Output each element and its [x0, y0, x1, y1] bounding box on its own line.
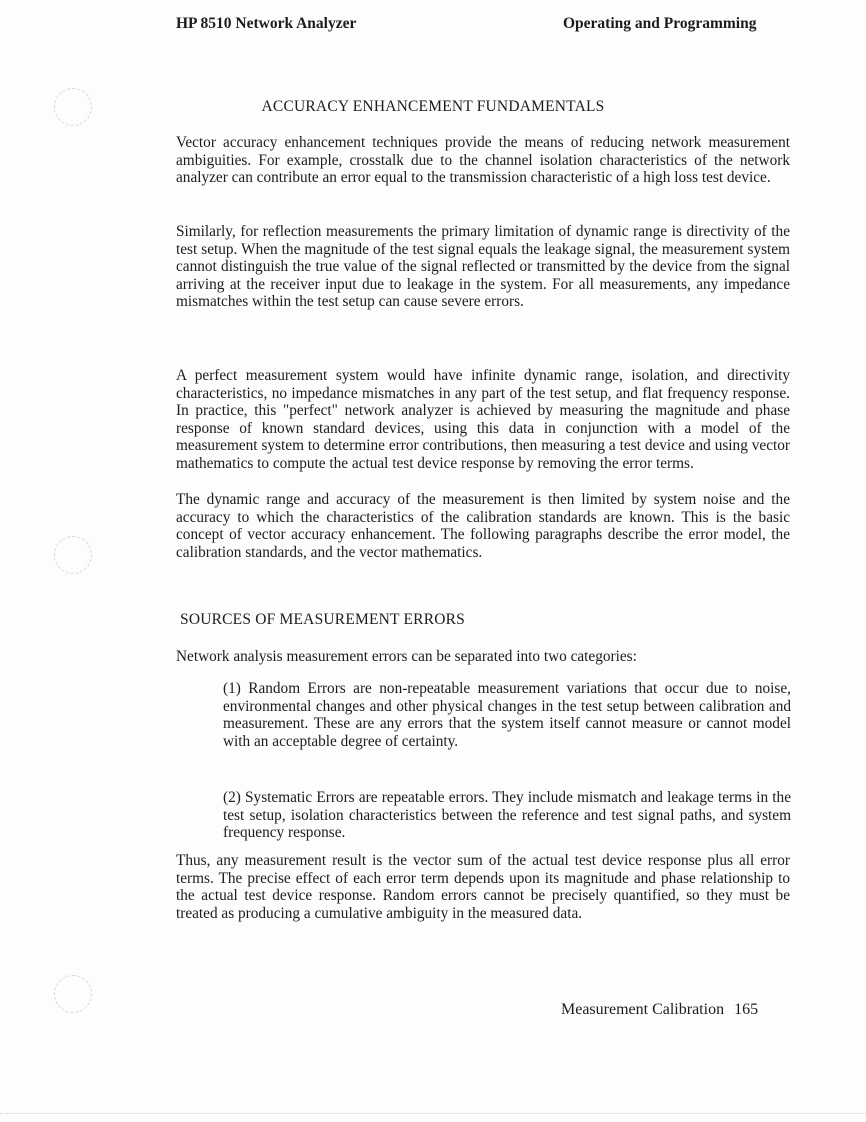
paragraph-3: A perfect measurement system would have infinite dynamic range, isolation, and directivity characteristics, no impedance mismatches in any part of the test setup, and flat frequency response. In practice, this "perfect" network analyzer is achieved by measuring the magnitude and phase response of known standard devices, using this data in conjunction with a model of the measurement system to determine error contributions, then measuring a test device and using vector mathematics to compute the actual test device response by removing the error terms. — [176, 367, 790, 472]
header-right: Operating and Programming — [563, 15, 757, 32]
paragraph-2: Similarly, for reflection measurements the primary limitation of dynamic range is directivity of the test setup. When the magnitude of the test signal equals the leakage signal, the measurement system cannot distinguish the true value of the signal reflected or transmitted by the device from the signal arriving at the receiver input due to leakage in the system. For all measurements, any impedance mismatches within the test setup can cause severe errors. — [176, 223, 790, 311]
list-item-systematic-errors: (2) Systematic Errors are repeatable errors. They include mismatch and leakage terms in the test setup, isolation characteristics between the reference and test signal paths, and system frequency response. — [223, 789, 791, 842]
page-number: 165 — [734, 1001, 759, 1018]
header-left: HP 8510 Network Analyzer — [176, 15, 357, 32]
punch-hole-mark — [54, 536, 92, 574]
closing-paragraph: Thus, any measurement result is the vector sum of the actual test device response plus all error terms. The precise effect of each error term depends upon its magnitude and phase relationship to the actual test device response. Random errors cannot be precisely quantified, so they must be treated as producing a cumulative ambiguity in the measured data. — [176, 852, 790, 922]
section-heading: SOURCES OF MEASUREMENT ERRORS — [180, 611, 466, 628]
footer-label: Measurement Calibration — [561, 1001, 725, 1018]
scan-edge-line — [0, 1113, 866, 1114]
list-item-random-errors: (1) Random Errors are non-repeatable measurement variations that occur due to noise, environmental changes and other physical changes in the test setup between calibration and measurement. These are any errors that the system itself cannot measure or cannot model with an acceptable degree of certainty. — [223, 680, 791, 750]
paragraph-4: The dynamic range and accuracy of the measurement is then limited by system noise and the accuracy to which the characteristics of the calibration standards are known. This is the basic concept of vector accuracy enhancement. The following paragraphs describe the error model, the calibration standards, and the vector mathematics. — [176, 491, 790, 561]
page-title: ACCURACY ENHANCEMENT FUNDAMENTALS — [261, 98, 605, 115]
intro-paragraph: Network analysis measurement errors can be separated into two categories: — [176, 648, 637, 665]
paragraph-1: Vector accuracy enhancement techniques provide the means of reducing network measurement ambiguities. For example, crosstalk due to the channel isolation characteristics of the network analyzer can contribute an error equal to the transmission characteristic of a high loss test device. — [176, 134, 790, 187]
punch-hole-mark — [54, 975, 92, 1013]
page-footer — [561, 1001, 758, 1019]
